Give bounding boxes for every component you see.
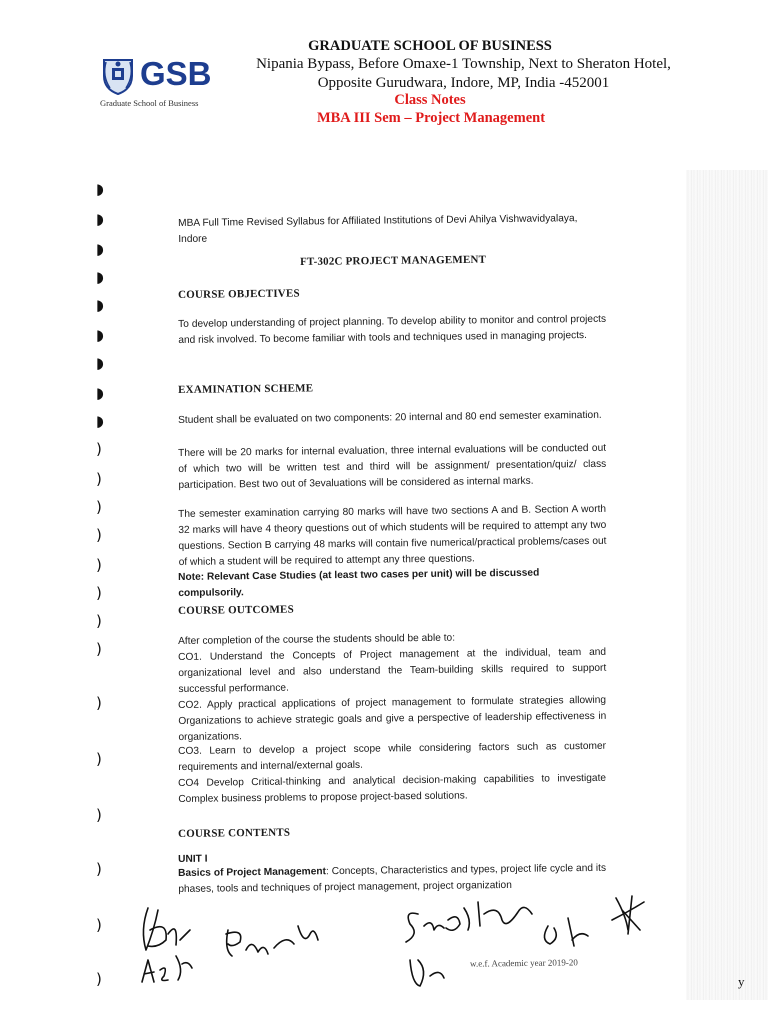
binding-hole: ) xyxy=(96,694,102,712)
exam-paragraph-1: Student shall be evaluated on two components: 20 internal and 80 end semester examination. xyxy=(178,409,602,426)
signature-2 xyxy=(226,926,318,956)
binding-hole: ) xyxy=(96,640,102,658)
binding-hole: ◗ xyxy=(96,240,104,258)
exam-paragraph-3: The semester examination carrying 80 marks will have two sections A and B. Section A worth 32 marks will have 4 theory questions out of which students will be required to attempt any two questions. Section B carrying 48 marks will contain five numerical/practical problems/cases out of which a student will be required to attempt any three questions. xyxy=(178,503,607,568)
binding-hole: ◗ xyxy=(96,384,104,402)
binding-hole: ◗ xyxy=(96,326,104,344)
exam-note: Note: Relevant Case Studies (at least two cases per unit) will be discussed compulsorily. xyxy=(178,567,540,599)
signatures xyxy=(128,890,768,1010)
binding-hole: ◗ xyxy=(96,412,104,430)
binding-hole: ) xyxy=(96,916,102,934)
address-line-1: Nipania Bypass, Before Omaxe-1 Township, Next to Sheraton Hotel, xyxy=(256,56,671,72)
course-title: FT-302C PROJECT MANAGEMENT xyxy=(300,253,487,268)
binding-hole: ) xyxy=(96,556,102,574)
binding-hole: ◗ xyxy=(96,354,104,372)
school-title: GRADUATE SCHOOL OF BUSINESS xyxy=(308,38,552,54)
scan-page-edge xyxy=(686,170,768,1000)
logo-text: GSB xyxy=(140,55,212,92)
binding-hole: ) xyxy=(96,440,102,458)
binding-hole: ◗ xyxy=(96,180,104,198)
binding-hole: ◗ xyxy=(96,268,104,286)
binding-hole: ) xyxy=(96,498,102,516)
binding-hole: ) xyxy=(96,750,102,768)
course-label: MBA III Sem – Project Management xyxy=(316,110,546,126)
contents-heading: COURSE CONTENTS xyxy=(178,826,291,840)
signature-1 xyxy=(142,908,192,982)
gsb-logo xyxy=(100,52,218,114)
outcome-co4: CO4 Develop Critical-thinking and analytical decision-making capabilities to investigate Complex business problems to propose project-based solutions. xyxy=(178,772,607,805)
binding-hole: ) xyxy=(96,526,102,544)
signature-4 xyxy=(544,896,644,946)
objectives-heading: COURSE OBJECTIVES xyxy=(178,287,300,301)
binding-holes xyxy=(96,180,110,1000)
binding-hole: ) xyxy=(96,860,102,878)
objectives-text: To develop understanding of project planning. To develop ability to monitor and control projects and risk involved. To become familiar with tools and techniques used in managing projects. xyxy=(178,313,607,346)
binding-hole: ) xyxy=(96,584,102,602)
binding-hole: ) xyxy=(96,612,102,630)
unit1-description: : Concepts, Characteristics and types, project life cycle and its phases, tools and techniques of project management, project organization xyxy=(178,862,607,895)
shield-icon xyxy=(100,56,136,96)
binding-hole: ◗ xyxy=(96,210,104,228)
unit1-title: Basics of Project Management xyxy=(178,866,327,879)
academic-year-note: w.e.f. Academic year 2019-20 xyxy=(469,957,578,969)
exam-heading: EXAMINATION SCHEME xyxy=(178,382,314,396)
address-line-2: Opposite Gurudwara, Indore, MP, India -452001 xyxy=(317,75,610,91)
outcomes-heading: COURSE OUTCOMES xyxy=(178,603,294,617)
logo-subtitle: Graduate School of Business xyxy=(100,98,199,108)
syllabus-line: MBA Full Time Revised Syllabus for Affiliated Institutions of Devi Ahilya Vishwavidyalaya, Indore xyxy=(178,213,578,245)
signature-3 xyxy=(406,902,532,986)
class-notes-label: Class Notes xyxy=(394,92,466,108)
unit1-label: UNIT I xyxy=(178,853,208,865)
edge-mark: y xyxy=(738,974,745,989)
binding-hole: ) xyxy=(96,470,102,488)
outcome-co1: CO1. Understand the Concepts of Project management at the individual, team and organizational level and also understand the Team-building skills required to support successful performance. xyxy=(178,646,607,695)
binding-hole: ) xyxy=(96,806,102,824)
outcomes-intro: After completion of the course the students should be able to: xyxy=(178,632,456,647)
outcome-co3: CO3. Learn to develop a project scope while considering factors such as customer requirements and internal/external goals. xyxy=(178,740,607,773)
exam-paragraph-2: There will be 20 marks for internal evaluation, three internal evaluations will be conducted out of which two will be written test and third will be assignment/ presentation/quiz/ class participation. Best two out of 3evaluations will be considered as internal marks. xyxy=(178,442,607,491)
binding-hole: ) xyxy=(96,970,102,988)
outcome-co2: CO2. Apply practical applications of project management to formulate strategies allowing Organizations to achieve strategic goals and give a perspective of leadership effectiveness in organizations. xyxy=(178,694,607,743)
binding-hole: ◗ xyxy=(96,296,104,314)
